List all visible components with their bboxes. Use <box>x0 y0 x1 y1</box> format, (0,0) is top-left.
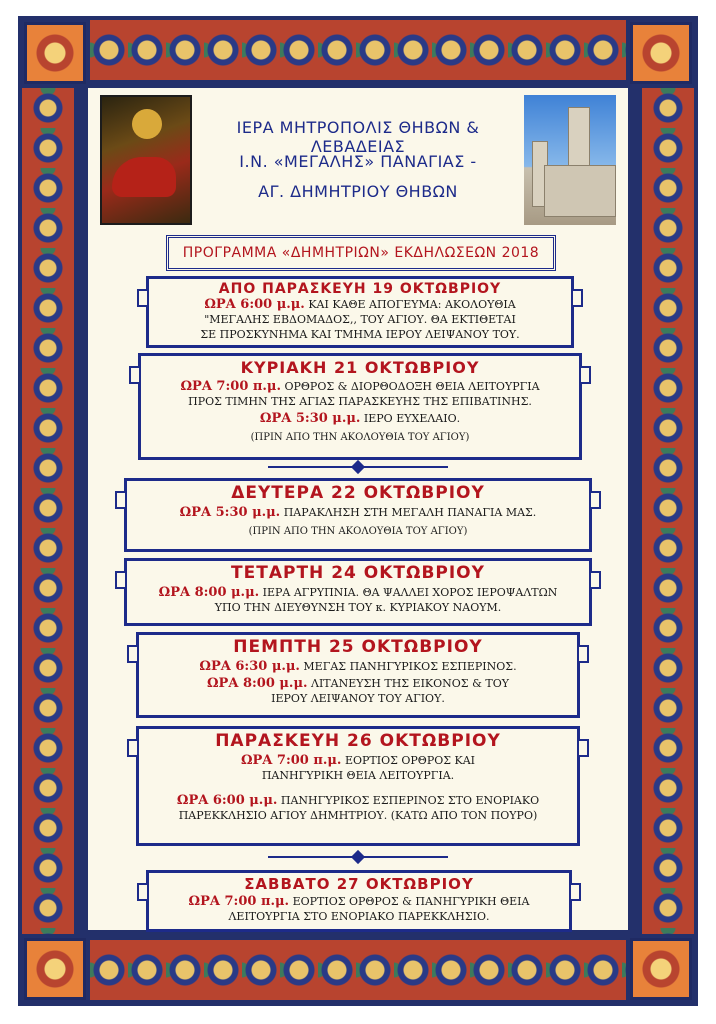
event-date: ΚΥΡΙΑΚΗ 21 ΟΚΤΩΒΡΙΟΥ <box>240 358 480 377</box>
event-box <box>136 632 580 718</box>
event-date: ΑΠΟ ΠΑΡΑΣΚΕΥΗ 19 ΟΚΤΩΒΡΙΟΥ <box>218 281 502 297</box>
event-date: ΤΕΤΑΡΤΗ 24 ΟΚΤΩΒΡΙΟΥ <box>231 563 485 583</box>
program-title: ΠΡΟΓΡΑΜΜΑ «ΔΗΜΗΤΡΙΩΝ» ΕΚΔΗΛΩΣΕΩΝ 2018 <box>166 235 556 271</box>
event-note: (ΠΡΙΝ ΑΠΟ ΤΗΝ ΑΚΟΛΟΥΘΙΑ ΤΟΥ ΑΓΙΟΥ) <box>248 526 468 537</box>
event-date: ΔΕΥΤΕΡΑ 22 ΟΚΤΩΒΡΙΟΥ <box>231 483 485 503</box>
event-time: ΩΡΑ 5:30 μ.μ. <box>259 411 361 426</box>
event-time: ΩΡΑ 8:00 μ.μ. <box>158 585 260 600</box>
event-text: ΥΠΟ ΤΗΝ ΔΙΕΥΘΥΝΣΗ ΤΟΥ κ. ΚΥΡΙΑΚΟΥ ΝΑΟΥΜ. <box>214 601 502 614</box>
event-box <box>136 726 580 846</box>
event-time: ΩΡΑ 6:30 μ.μ. <box>199 659 300 674</box>
ornamental-divider <box>268 852 448 862</box>
corner-ornament-icon <box>630 938 692 1000</box>
event-text: ΠΑΝΗΓΥΡΙΚΟΣ ΕΣΠΕΡΙΝΟΣ ΣΤΟ ΕΝΟΡΙΑΚΟ <box>280 794 540 807</box>
bottom-border <box>90 940 626 1000</box>
event-box <box>124 478 592 552</box>
event-box <box>146 276 574 348</box>
corner-ornament-icon <box>24 938 86 1000</box>
event-box <box>146 870 572 932</box>
right-border <box>642 88 694 934</box>
event-time: ΩΡΑ 7:00 π.μ. <box>188 894 290 909</box>
event-text: ΠΑΡΕΚΚΛΗΣΙΟ ΑΓΙΟΥ ΔΗΜΗΤΡΙΟΥ. (ΚΑΤΩ ΑΠΟ ΤΟΝ ΠΟΥΡΟ) <box>178 809 538 822</box>
event-text: ΛΙΤΑΝΕΥΣΗ ΤΗΣ ΕΙΚΟΝΟΣ & ΤΟΥ <box>311 677 509 690</box>
event-date: ΠΕΜΠΤΗ 25 ΟΚΤΩΒΡΙΟΥ <box>233 637 483 657</box>
left-border <box>22 88 74 934</box>
ornamental-divider <box>268 462 448 472</box>
event-text: ΙΕΡΑ ΑΓΡΥΠΝΙΑ. ΘΑ ΨΑΛΛΕΙ ΧΟΡΟΣ ΙΕΡΟΨΑΛΤΩΝ <box>262 586 558 599</box>
event-box <box>124 558 592 626</box>
saint-dimitrios-icon <box>100 95 192 225</box>
event-box <box>138 353 582 460</box>
event-time: ΩΡΑ 6:00 μ.μ. <box>176 793 278 808</box>
church-photo <box>524 95 616 225</box>
metropolis-name: ΙΕΡΑ ΜΗΤΡΟΠΟΛΙΣ ΘΗΒΩΝ & ΛΕΒΑΔΕΙΑΣ <box>236 118 480 156</box>
event-text: ΠΑΡΑΚΛΗΣΗ ΣΤΗ ΜΕΓΑΛΗ ΠΑΝΑΓΙΑ ΜΑΣ. <box>283 506 537 519</box>
event-date: ΠΑΡΑΣΚΕΥΗ 26 ΟΚΤΩΒΡΙΟΥ <box>215 731 501 751</box>
event-time: ΩΡΑ 8:00 μ.μ. <box>206 676 308 691</box>
event-text: ΠΡΟΣ ΤΙΜΗΝ ΤΗΣ ΑΓΙΑΣ ΠΑΡΑΣΚΕΥΗΣ ΤΗΣ ΕΠΙΒΑΤΙΝΗΣ. <box>188 395 532 408</box>
corner-ornament-icon <box>24 22 86 84</box>
top-border <box>90 20 626 80</box>
event-text: "ΜΕΓΑΛΗΣ ΕΒΔΟΜΑΔΟΣ,, ΤΟΥ ΑΓΙΟΥ. ΘΑ ΕΚΤΙΘΕΤΑΙ <box>204 313 516 326</box>
event-time: ΩΡΑ 7:00 π.μ. <box>240 753 342 768</box>
event-text: ΙΕΡΟΥ ΛΕΙΨΑΝΟΥ ΤΟΥ ΑΓΙΟΥ. <box>271 692 445 705</box>
event-text: ΚΑΙ ΚΑΘΕ ΑΠΟΓΕΥΜΑ: ΑΚΟΛΟΥΘΙΑ <box>308 298 516 311</box>
event-text: ΕΟΡΤΙΟΣ ΟΡΘΡΟΣ & ΠΑΝΗΓΥΡΙΚΗ ΘΕΙΑ <box>292 895 530 908</box>
event-note: (ΠΡΙΝ ΑΠΟ ΤΗΝ ΑΚΟΛΟΥΘΙΑ ΤΟΥ ΑΓΙΟΥ) <box>250 432 470 443</box>
corner-ornament-icon <box>630 22 692 84</box>
event-text: ΕΟΡΤΙΟΣ ΟΡΘΡΟΣ ΚΑΙ <box>344 754 476 767</box>
church-name: Ι.Ν. «ΜΕΓΑΛΗΣ» ΠΑΝΑΓΙΑΣ - <box>239 152 477 171</box>
event-text: ΣΕ ΠΡΟΣΚΥΝΗΜΑ ΚΑΙ ΤΜΗΜΑ ΙΕΡΟΥ ΛΕΙΨΑΝΟΥ ΤΟΥ. <box>200 328 520 341</box>
church-location: ΑΓ. ΔΗΜΗΤΡΙΟΥ ΘΗΒΩΝ <box>258 182 458 201</box>
event-text: ΜΕΓΑΣ ΠΑΝΗΓΥΡΙΚΟΣ ΕΣΠΕΡΙΝΟΣ. <box>303 660 517 673</box>
event-text: ΟΡΘΡΟΣ & ΔΙΟΡΘΟΔΟΞΗ ΘΕΙΑ ΛΕΙΤΟΥΡΓΙΑ <box>284 380 540 393</box>
event-time: ΩΡΑ 7:00 π.μ. <box>180 379 281 394</box>
event-text: ΙΕΡΟ ΕΥΧΕΛΑΙΟ. <box>363 412 461 425</box>
event-time: ΩΡΑ 5:30 μ.μ. <box>179 505 281 520</box>
event-date: ΣΑΒΒΑΤΟ 27 ΟΚΤΩΒΡΙΟΥ <box>244 875 474 893</box>
event-text: ΠΑΝΗΓΥΡΙΚΗ ΘΕΙΑ ΛΕΙΤΟΥΡΓΙΑ. <box>261 769 455 782</box>
event-time: ΩΡΑ 6:00 μ.μ. <box>204 297 305 312</box>
event-text: ΛΕΙΤΟΥΡΓΙΑ ΣΤΟ ΕΝΟΡΙΑΚΟ ΠΑΡΕΚΚΛΗΣΙΟ. <box>228 910 490 923</box>
